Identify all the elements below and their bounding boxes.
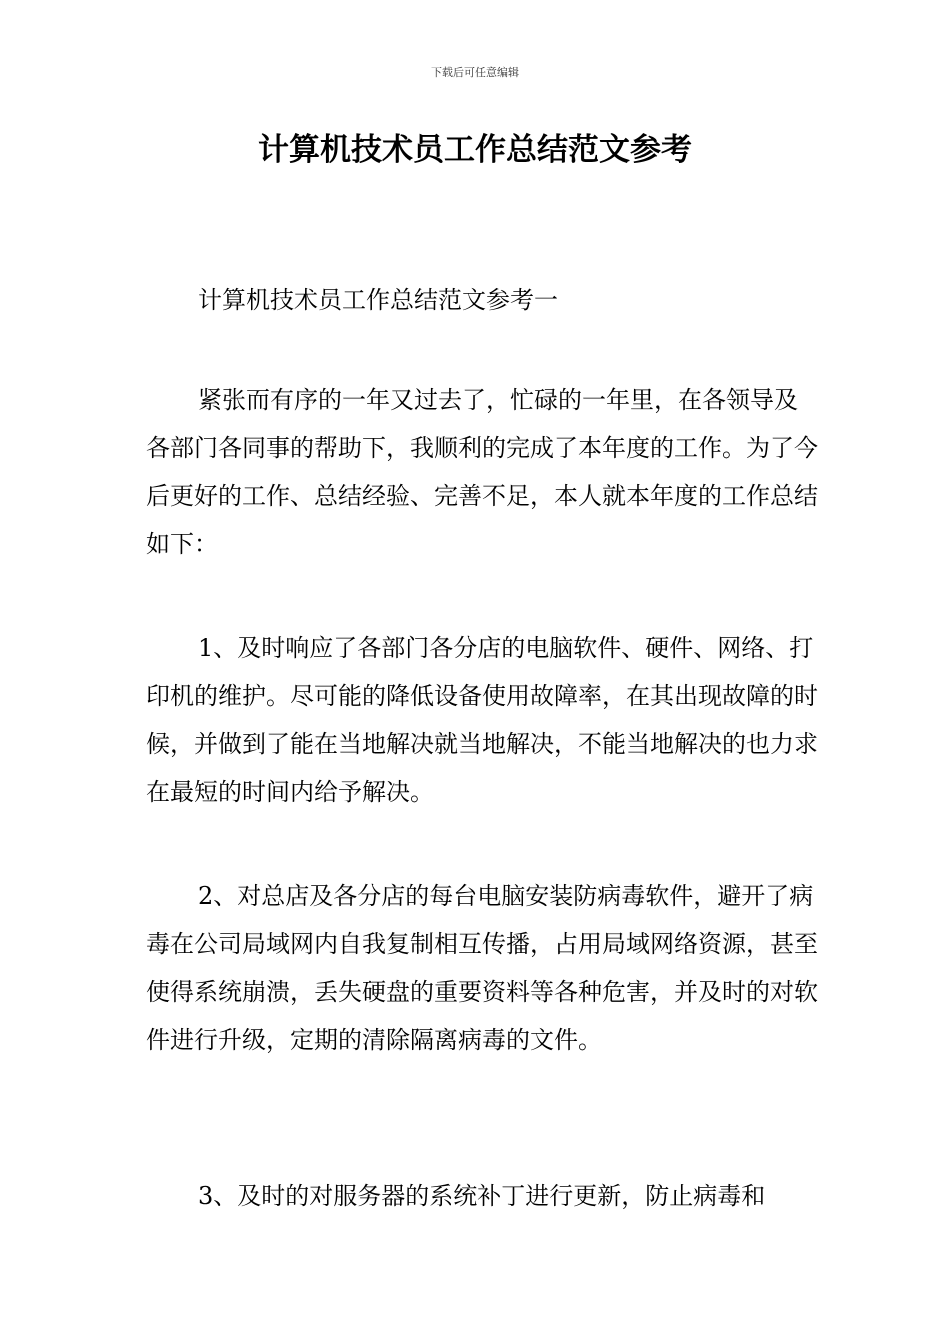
header-note: 下载后可任意编辑 — [431, 66, 519, 79]
document-title: 计算机技术员工作总结范文参考 — [258, 132, 692, 168]
paragraph-item-1: 1、及时响应了各部门各分店的电脑软件、硬件、网络、打印机的维护。尽可能的降低设备使用故障率，在其出现故障的时候，并做到了能在当地解决就当地解决，不能当地解决的也力求在最短的时间内给予解决。 — [146, 634, 818, 806]
paragraph-item-2: 2、对总店及各分店的每台电脑安装防病毒软件，避开了病毒在公司局域网内自我复制相互传播，占用局域网络资源，甚至使得系统崩溃，丢失硬盘的重要资料等各种危害，并及时的对软件进行升级，定期的清除隔离病毒的文件。 — [146, 882, 818, 1054]
section-subtitle: 计算机技术员工作总结范文参考一 — [198, 286, 558, 314]
paragraph-item-3: 3、及时的对服务器的系统补丁进行更新，防止病毒和 — [198, 1182, 766, 1210]
paragraph-intro: 紧张而有序的一年又过去了，忙碌的一年里，在各领导及各部门各同事的帮助下，我顺利的完成了本年度的工作。为了今后更好的工作、总结经验、完善不足，本人就本年度的工作总结如下： — [146, 386, 818, 558]
